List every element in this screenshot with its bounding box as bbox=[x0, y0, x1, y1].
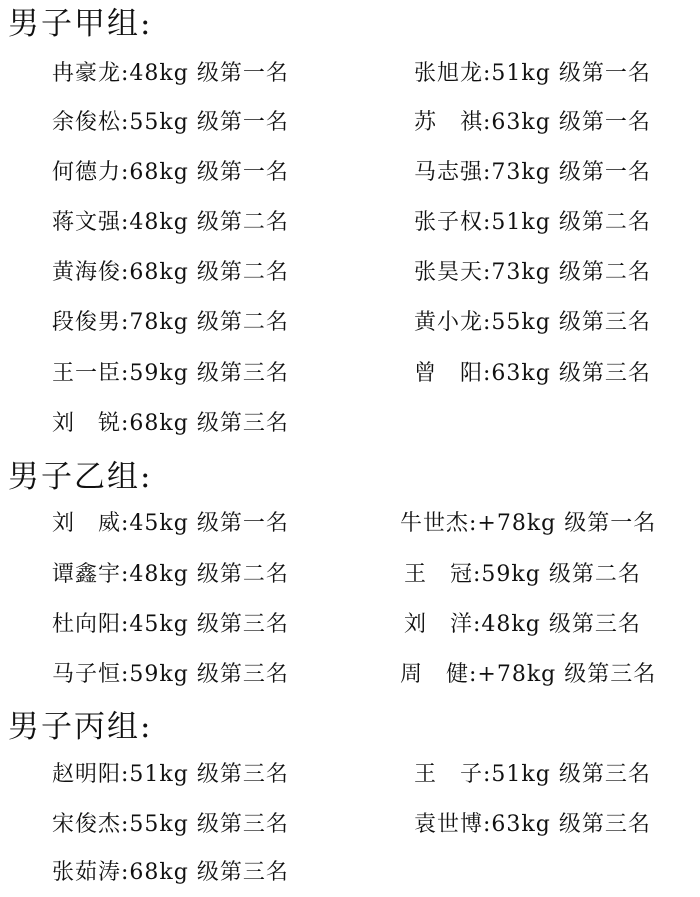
group-heading: 男子甲组: bbox=[8, 6, 153, 42]
list-item: 宋俊杰:55kg 级第三名 bbox=[52, 812, 289, 837]
list-item: 杜向阳:45kg 级第三名 bbox=[52, 612, 289, 637]
list-item: 王 子:51kg 级第三名 bbox=[414, 762, 651, 787]
list-item: 谭鑫宇:48kg 级第二名 bbox=[52, 562, 289, 587]
list-item: 曾 阳:63kg 级第三名 bbox=[414, 361, 651, 386]
list-item: 袁世博:63kg 级第三名 bbox=[414, 812, 651, 837]
list-item: 刘 洋:48kg 级第三名 bbox=[404, 612, 641, 637]
list-item: 冉豪龙:48kg 级第一名 bbox=[52, 61, 289, 86]
group-heading: 男子乙组: bbox=[8, 459, 153, 495]
list-item: 刘 威:45kg 级第一名 bbox=[52, 511, 289, 536]
list-item: 王 冠:59kg 级第二名 bbox=[404, 562, 641, 587]
list-item: 苏 祺:63kg 级第一名 bbox=[414, 110, 651, 135]
list-item: 黄小龙:55kg 级第三名 bbox=[414, 310, 651, 335]
group-heading: 男子丙组: bbox=[8, 709, 153, 745]
list-item: 张子权:51kg 级第二名 bbox=[414, 210, 651, 235]
list-item: 黄海俊:68kg 级第二名 bbox=[52, 260, 289, 285]
list-item: 余俊松:55kg 级第一名 bbox=[52, 110, 289, 135]
list-item: 马子恒:59kg 级第三名 bbox=[52, 662, 289, 687]
list-item: 段俊男:78kg 级第二名 bbox=[52, 310, 289, 335]
list-item: 张茹涛:68kg 级第三名 bbox=[52, 860, 289, 885]
list-item: 马志强:73kg 级第一名 bbox=[414, 160, 651, 185]
list-item: 王一臣:59kg 级第三名 bbox=[52, 361, 289, 386]
list-item: 赵明阳:51kg 级第三名 bbox=[52, 762, 289, 787]
list-item: 张昊天:73kg 级第二名 bbox=[414, 260, 651, 285]
list-item: 蒋文强:48kg 级第二名 bbox=[52, 210, 289, 235]
list-item: 张旭龙:51kg 级第一名 bbox=[414, 61, 651, 86]
list-item: 周 健:+78kg 级第三名 bbox=[400, 662, 657, 687]
list-item: 刘 锐:68kg 级第三名 bbox=[52, 411, 289, 436]
list-item: 何德力:68kg 级第一名 bbox=[52, 160, 289, 185]
list-item: 牛世杰:+78kg 级第一名 bbox=[400, 511, 657, 536]
